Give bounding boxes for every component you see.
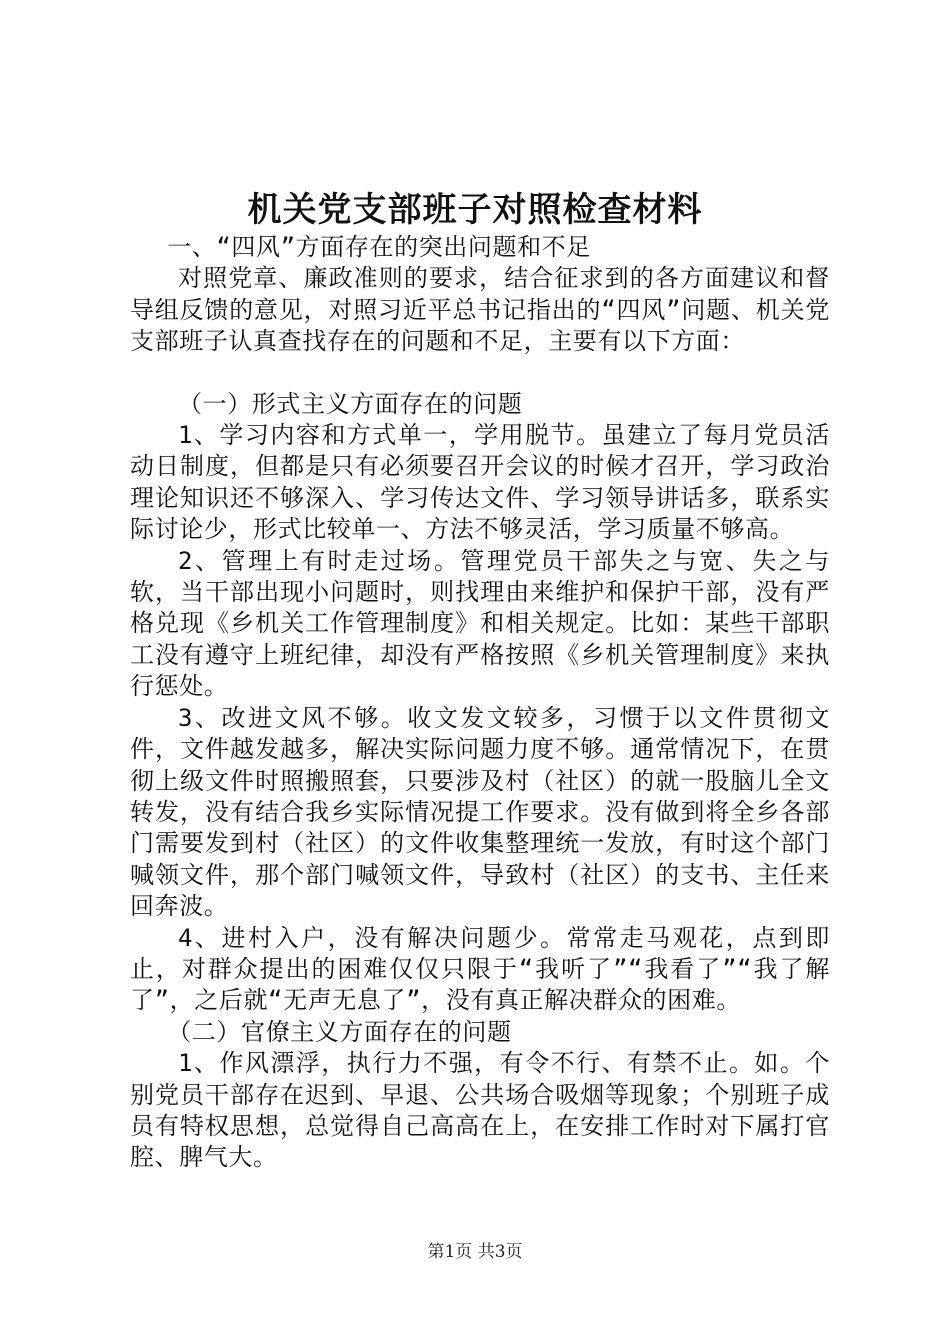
- document-body: [130, 232, 830, 1174]
- intro-paragraph: 对照党章、廉政准则的要求，结合征求到的各方面建议和督导组反馈的意见，对照习近平总书记指出的“四风”问题、机关党支部班子认真查找存在的问题和不足，主要有以下方面：: [130, 264, 830, 356]
- paragraph-item-2: 2、管理上有时走过场。管理党员干部失之与宽、失之与软，当干部出现小问题时，则找理由来维护和保护干部，没有严格兑现《乡机关工作管理制度》和相关规定。比如：某些干部职工没有遵守上班纪律，却没有严格按照《乡机关管理制度》来执行惩处。: [130, 546, 830, 701]
- subsection-heading-formalism: （一）形式主义方面存在的问题: [178, 389, 523, 418]
- subsection-heading-bureaucratism: （二）官僚主义方面存在的问题: [167, 1017, 512, 1046]
- section-heading-1: 一、“四风”方面存在的突出问题和不足: [167, 233, 591, 261]
- paragraph-item-3: 3、改进文风不够。收文发文较多，习惯于以文件贯彻文件，文件越发越多，解决实际问题力度不够。通常情况下，在贯彻上级文件时照搬照套，只要涉及村（社区）的就一股脑儿全文转发，没有结合我乡实际情况提工作要求。没有做到将全乡各部门需要发到村（社区）的文件收集整理统一发放，有时这个部门喊领文件，那个部门喊领文件，导致村（社区）的支书、主任来回奔波。: [130, 703, 830, 921]
- page-number-footer: 第1页 共3页: [427, 1242, 523, 1262]
- paragraph-item-1: 1、学习内容和方式单一，学用脱节。虽建立了每月党员活动日制度，但都是只有必须要召开会议的时候才召开，学习政治理论知识还不够深入、学习传达文件、学习领导讲话多，联系实际讨论少，形式比较单一、方法不够灵活，学习质量不够高。: [130, 421, 830, 544]
- paragraph-item-4: 4、进村入户，没有解决问题少。常常走马观花，点到即止，对群众提出的困难仅仅只限于“我听了”“我看了”“我了解了”，之后就“无声无息了”，没有真正解决群众的困难。: [130, 923, 830, 1015]
- paragraph-item-5: 1、作风漂浮，执行力不强，有令不行、有禁不止。如。个别党员干部存在迟到、早退、公共场合吸烟等现象；个别班子成员有特权思想，总觉得自己高高在上，在安排工作时对下属打官腔、脾气大。: [130, 1049, 830, 1172]
- document-title: 机关党支部班子对照检查材料: [247, 190, 703, 230]
